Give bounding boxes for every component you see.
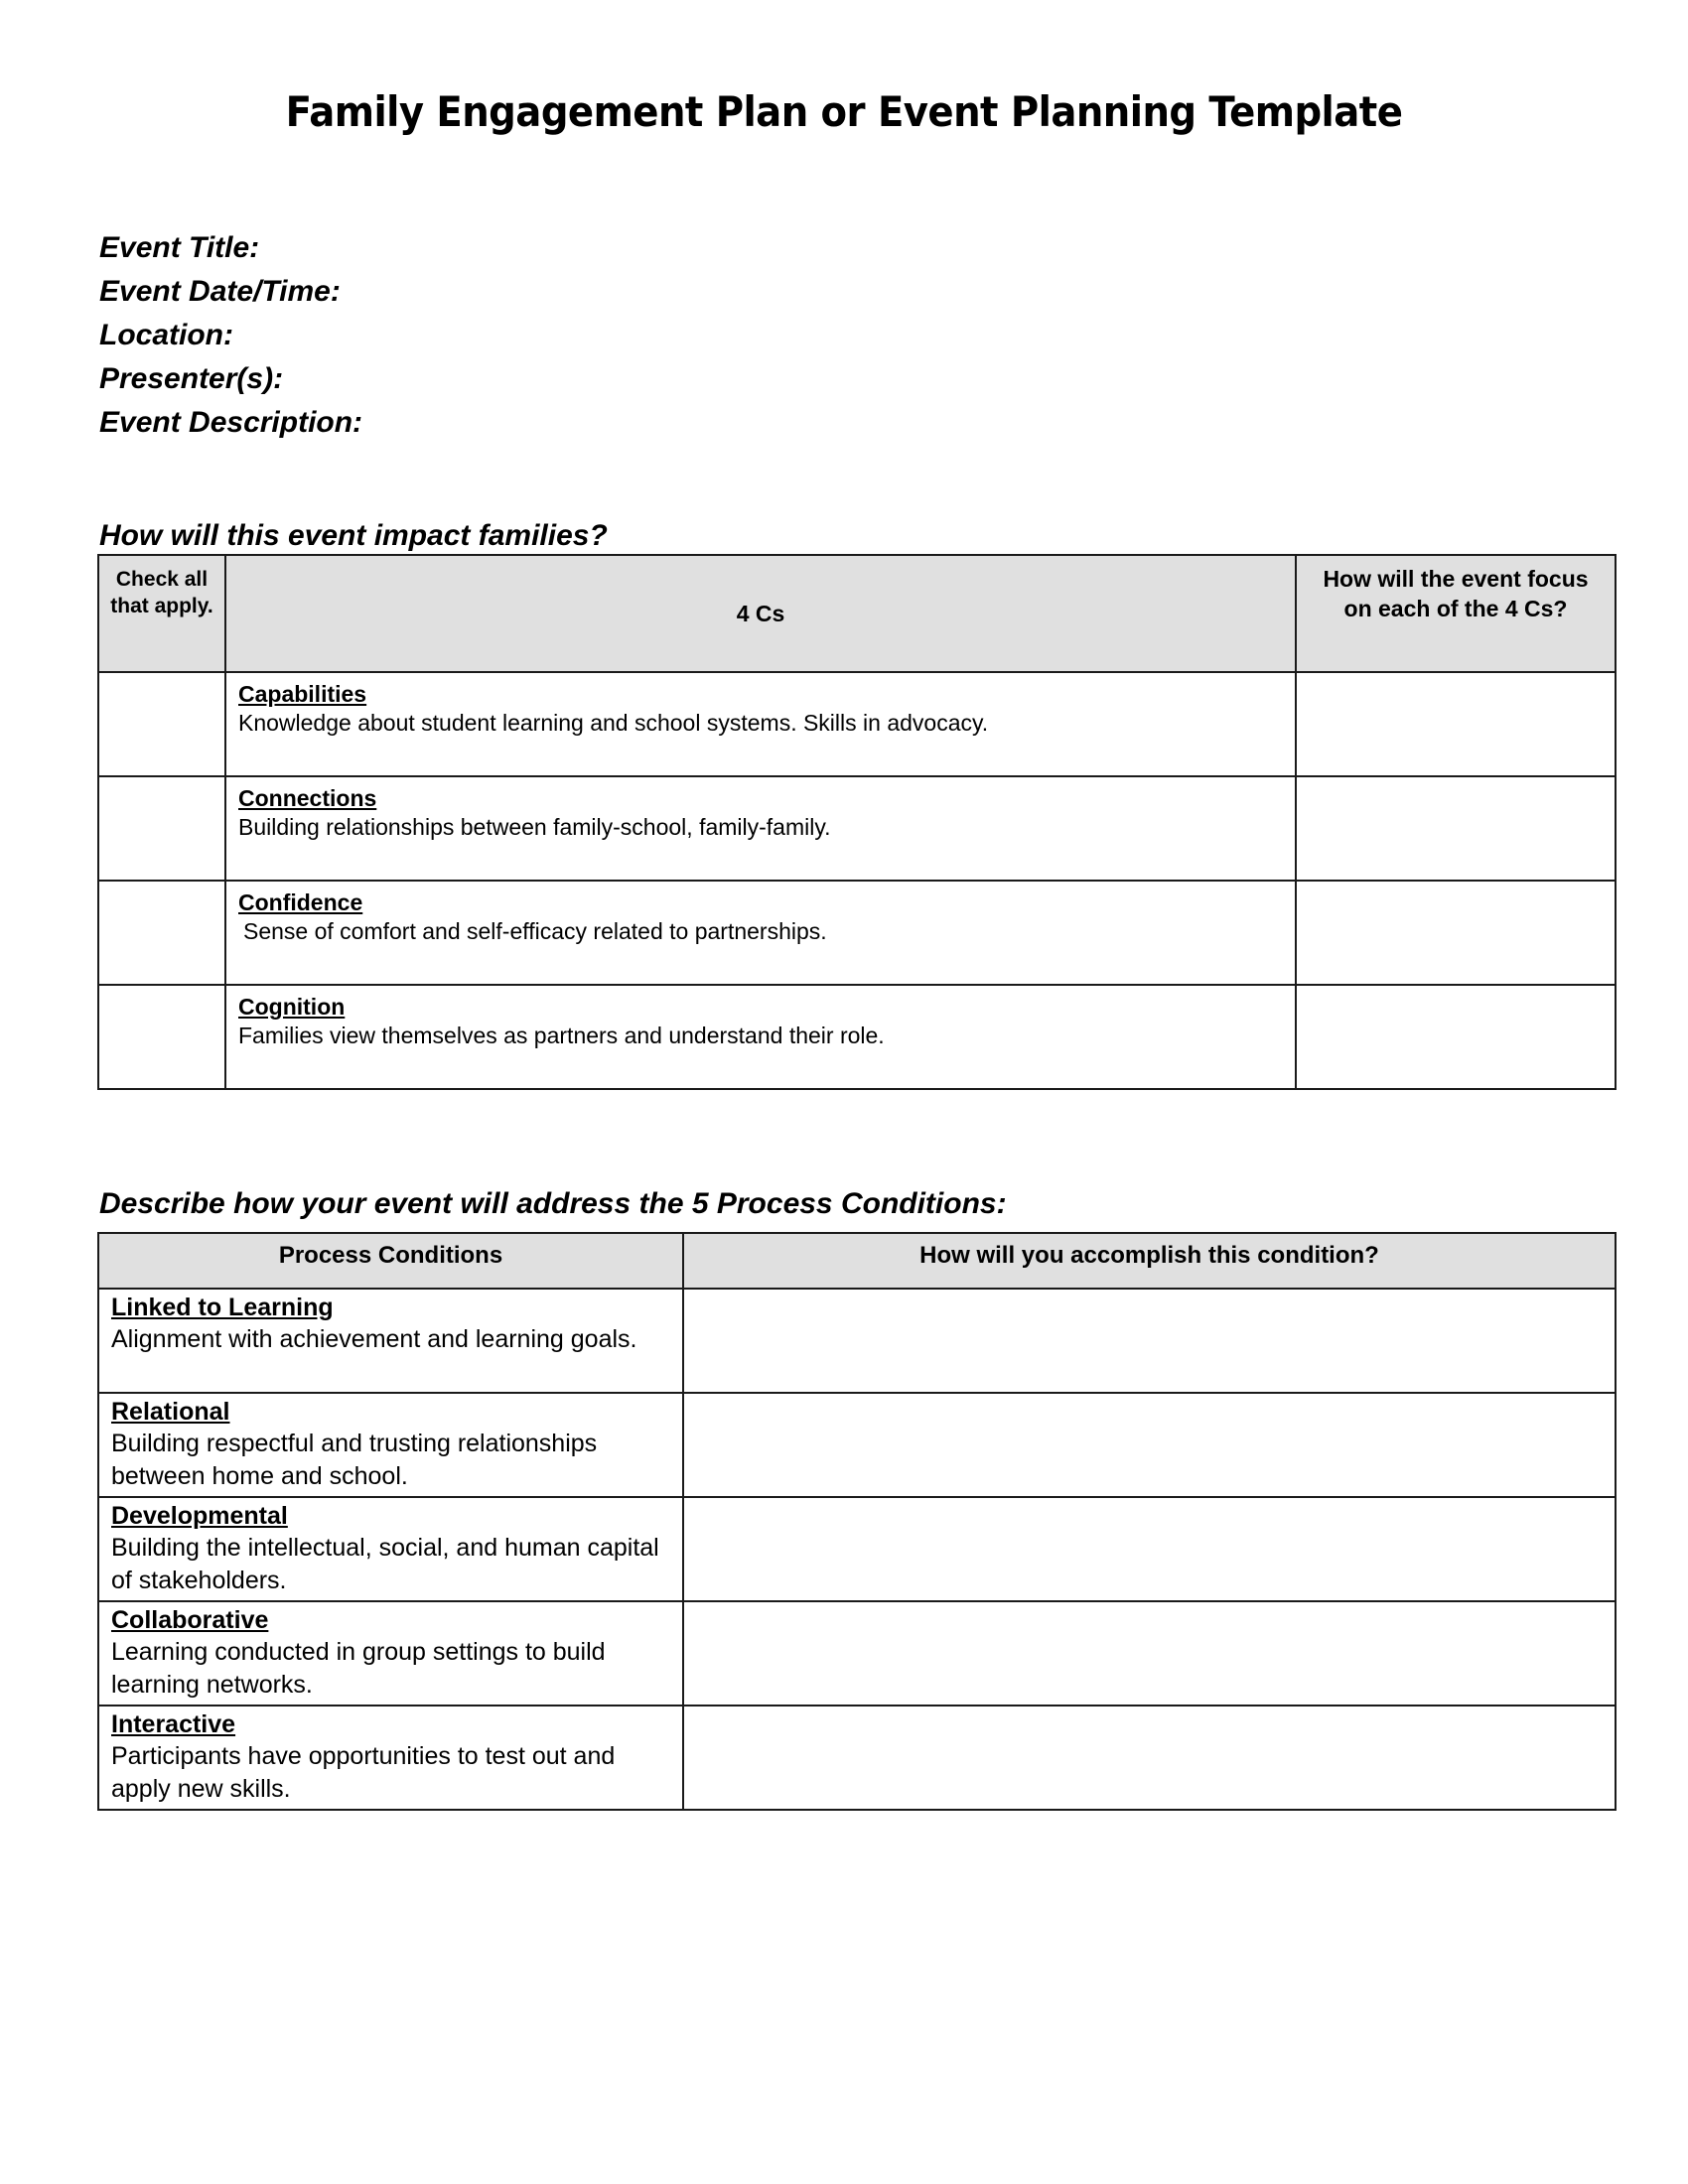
description-cell-connections (225, 776, 1296, 881)
table-header-row (98, 1233, 1616, 1289)
table-header-row (98, 555, 1616, 672)
condition-body-linked-to-learning: Alignment with achievement and learning goals. (111, 1325, 637, 1353)
focus-response-cell-confidence[interactable] (1296, 881, 1616, 985)
condition-label-linked-to-learning: Linked to Learning (111, 1294, 334, 1321)
accomplish-response-cell-linked-to-learning[interactable] (683, 1289, 1616, 1393)
column-header-event-focus: How will the event focus on each of the 4 Cs? (1296, 555, 1616, 672)
condition-cell-developmental (98, 1497, 683, 1601)
description-cell-cognition (225, 985, 1296, 1089)
accomplish-response-cell-interactive[interactable] (683, 1706, 1616, 1810)
process-conditions-section-heading: Describe how your event will address the 5 Process Conditions: (99, 1187, 1007, 1220)
condition-cell-collaborative (98, 1601, 683, 1706)
table-row (98, 672, 1616, 776)
impact-section-heading: How will this event impact families? (99, 519, 608, 552)
condition-label-collaborative: Collaborative (111, 1606, 269, 1634)
description-cell-confidence (225, 881, 1296, 985)
four-cs-body-capabilities: Knowledge about student learning and school systems. Skills in advocacy. (238, 710, 989, 736)
checkbox-cell-cognition[interactable] (98, 985, 225, 1089)
condition-body-developmental: Building the intellectual, social, and human capital of stakeholders. (111, 1534, 659, 1594)
condition-body-collaborative: Learning conducted in group settings to build learning networks. (111, 1638, 606, 1699)
column-header-accomplish-condition: How will you accomplish this condition? (683, 1233, 1616, 1289)
four-cs-body-confidence: Sense of comfort and self-efficacy related to partnerships. (243, 918, 827, 944)
column-header-four-cs: 4 Cs (225, 555, 1296, 672)
focus-response-cell-capabilities[interactable] (1296, 672, 1616, 776)
four-cs-label-capabilities: Capabilities (238, 681, 367, 707)
four-cs-table (97, 554, 1617, 1090)
focus-response-cell-cognition[interactable] (1296, 985, 1616, 1089)
four-cs-label-cognition: Cognition (238, 994, 346, 1020)
accomplish-response-cell-developmental[interactable] (683, 1497, 1616, 1601)
event-description-label: Event Description: (99, 406, 363, 439)
accomplish-response-cell-relational[interactable] (683, 1393, 1616, 1497)
condition-cell-relational (98, 1393, 683, 1497)
column-header-check-all-that-apply: Check all that apply. (98, 555, 225, 672)
event-presenters-label: Presenter(s): (99, 362, 284, 395)
condition-label-developmental: Developmental (111, 1502, 288, 1530)
four-cs-body-cognition: Families view themselves as partners and understand their role. (238, 1023, 885, 1048)
four-cs-body-connections: Building relationships between family-school, family-family. (238, 814, 831, 840)
table-row (98, 1497, 1616, 1601)
table-row (98, 1289, 1616, 1393)
table-row (98, 985, 1616, 1089)
focus-response-cell-connections[interactable] (1296, 776, 1616, 881)
page-title: Family Engagement Plan or Event Planning Template (285, 87, 1403, 136)
description-cell-capabilities (225, 672, 1296, 776)
four-cs-label-confidence: Confidence (238, 889, 363, 915)
condition-label-interactive: Interactive (111, 1710, 236, 1738)
event-fields-list (99, 226, 993, 445)
condition-cell-interactive (98, 1706, 683, 1810)
event-datetime-label: Event Date/Time: (99, 275, 341, 308)
checkbox-cell-capabilities[interactable] (98, 672, 225, 776)
condition-body-relational: Building respectful and trusting relationships between home and school. (111, 1430, 598, 1490)
condition-cell-linked-to-learning (98, 1289, 683, 1393)
table-row (98, 881, 1616, 985)
process-conditions-table (97, 1232, 1617, 1811)
checkbox-cell-connections[interactable] (98, 776, 225, 881)
accomplish-response-cell-collaborative[interactable] (683, 1601, 1616, 1706)
table-row (98, 1601, 1616, 1706)
event-location-label: Location: (99, 319, 233, 351)
table-row (98, 1706, 1616, 1810)
four-cs-label-connections: Connections (238, 785, 377, 811)
condition-label-relational: Relational (111, 1398, 230, 1426)
table-row (98, 1393, 1616, 1497)
table-row (98, 776, 1616, 881)
event-title-label: Event Title: (99, 231, 260, 264)
condition-body-interactive: Participants have opportunities to test out and apply new skills. (111, 1742, 616, 1803)
checkbox-cell-confidence[interactable] (98, 881, 225, 985)
column-header-process-conditions: Process Conditions (98, 1233, 683, 1289)
